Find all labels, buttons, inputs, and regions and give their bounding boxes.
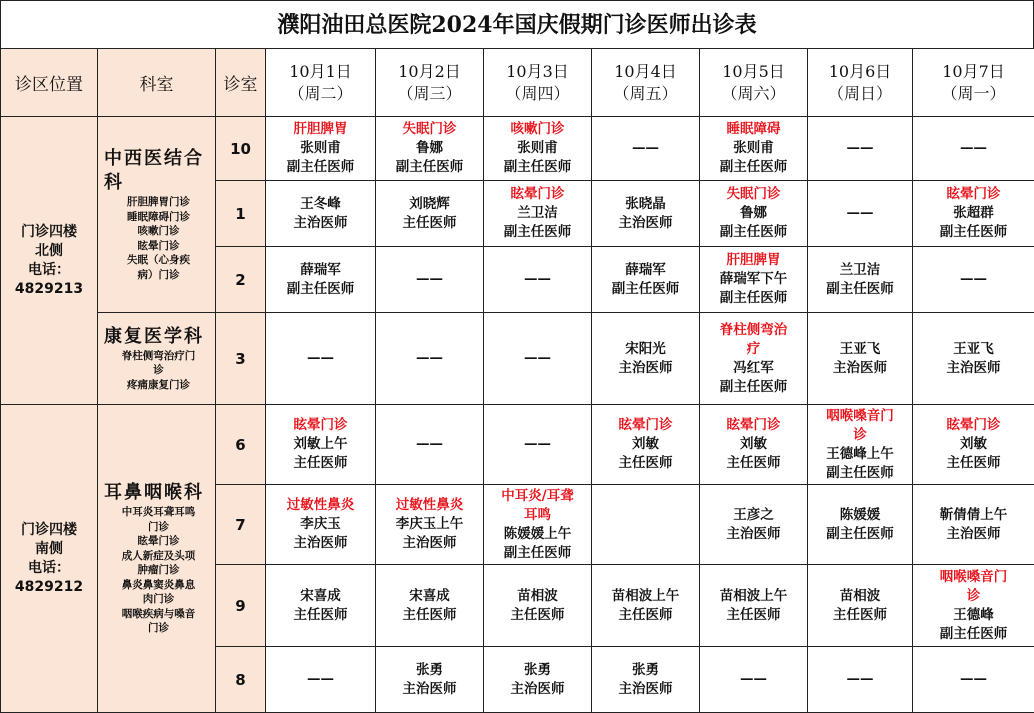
clinic-name: 咳嗽门诊 [137,225,180,237]
doctor-name: 刘敏 [740,436,767,452]
schedule-cell [592,647,700,713]
schedule-cell [484,565,592,647]
doctor-name: 李庆玉 [300,516,341,532]
doctor-title: 主任医师 [293,455,348,471]
doctor-title: 主治医师 [618,214,673,231]
schedule-cell [376,247,484,313]
doctor-name: 冯红军 [733,359,774,376]
doctor-name: 薛瑞军 [300,261,341,278]
schedule-cell [700,247,808,313]
schedule-cell [808,117,913,181]
schedule-cell [592,181,700,247]
header-room: 诊室 [216,49,266,117]
location-line: 门诊四楼 [21,223,77,240]
schedule-cell [592,117,700,181]
clinic-type-cont: 诊 [966,587,981,604]
schedule-cell [913,181,1034,247]
clinic-name: 睡眠障碍门诊 [127,210,190,223]
doctor-title: 副主任医师 [826,280,894,297]
clinic-name: 鼻炎鼻窦炎鼻息 [121,578,196,591]
doctor-name: 宋喜成 [300,587,341,604]
clinic-type: 中耳炎/耳聋 [501,487,574,504]
header-date: 10月2日 （周三） [376,49,484,117]
schedule-cell [592,485,700,565]
doctor-title: 主治医师 [618,359,673,376]
location-cell [1,405,98,713]
doctor-name: 鲁娜 [416,140,443,156]
department-name: 康复医学科 [104,325,204,347]
doctor-title: 副主任医师 [286,159,355,175]
department-name: 耳鼻咽喉科 [104,482,204,504]
schedule-cell [700,313,808,405]
doctor-name: 张则甫 [733,140,774,156]
clinic-name: 肝胆脾胃门诊 [127,196,190,208]
location-line: 电话： [28,559,70,576]
doctor-title: 主任医师 [510,606,565,623]
location-cell [1,117,98,405]
schedule-cell [913,485,1034,565]
doctor-title: 副主任医师 [503,544,572,561]
clinic-type: 脊柱侧弯治 [719,321,788,338]
doctor-name: 张则甫 [300,140,341,156]
doctor-title: 主任医师 [618,606,673,623]
doctor-title: 主任医师 [726,606,781,623]
clinic-type: 咽喉嗓音门 [939,568,1008,585]
no-clinic-dash: —— [846,671,874,687]
doctor-name: 兰卫洁 [839,261,881,278]
clinic-type: 咽喉嗓音门 [826,407,894,424]
header-location: 诊区位置 [1,49,98,117]
clinic-type: 失眠门诊 [726,186,781,202]
table-row [1,313,1034,405]
doctor-title: 主任医师 [726,455,781,471]
schedule-cell [592,405,700,485]
schedule-cell [484,247,592,313]
header-date: 10月3日 （周四） [484,49,592,117]
schedule-cell [266,485,376,565]
doctor-title: 副主任医师 [939,625,1008,642]
room-number: 3 [216,313,266,405]
doctor-title: 主治医师 [510,680,565,697]
doctor-title: 副主任医师 [719,224,788,240]
schedule-cell [484,117,592,181]
schedule-cell [808,565,913,647]
header-department: 科室 [98,49,216,117]
doctor-name: 薛瑞军 [625,261,666,278]
clinic-type: 肝胆脾胃 [293,121,348,137]
doctor-name: 刘敏上午 [293,436,348,452]
doctor-title: 主任医师 [402,214,457,231]
schedule-cell [266,181,376,247]
doctor-name: 兰卫洁 [517,205,558,221]
schedule-cell [266,405,376,485]
doctor-name: 苗相波上午 [719,587,788,604]
header-date: 10月7日 （周一） [913,49,1034,117]
doctor-title: 主治医师 [293,535,348,551]
schedule-cell [913,405,1034,485]
no-clinic-dash: —— [524,271,551,287]
header-date: 10月1日 （周二） [266,49,376,117]
location-line: 门诊四楼 [21,521,77,538]
schedule-cell [808,405,913,485]
schedule-cell [808,313,913,405]
clinic-name: 诊 [153,364,164,377]
schedule-cell [266,313,376,405]
clinic-type: 眩晕门诊 [726,417,781,433]
doctor-name: 王彦之 [733,506,774,523]
clinic-type-cont: 诊 [853,426,867,443]
clinic-type: 眩晕门诊 [510,186,565,202]
doctor-title: 副主任医师 [826,464,894,481]
doctor-name: 宋阳光 [625,340,666,357]
clinic-type: 失眠门诊 [402,121,457,137]
clinic-name: 咽喉疾病与嗓音 [121,607,196,620]
schedule-cell [700,485,808,565]
schedule-cell [592,247,700,313]
doctor-title: 主治医师 [618,680,673,697]
doctor-name: 王德峰上午 [826,445,894,462]
doctor-title: 副主任医师 [611,280,680,297]
schedule-cell [592,565,700,647]
doctor-name: 张勇 [524,661,551,678]
doctor-title: 副主任医师 [503,159,572,175]
doctor-name: 宋喜成 [409,587,450,604]
schedule-cell [808,647,913,713]
doctor-title: 主任医师 [618,455,673,471]
doctor-name: 张超群 [953,205,994,221]
schedule-cell [484,313,592,405]
clinic-name: 疼痛康复门诊 [127,378,190,391]
clinic-name: 病）门诊 [137,268,180,281]
schedule-cell [700,647,808,713]
clinic-name: 成人新症及头项 [121,549,196,562]
header-row [1,49,1034,117]
schedule-cell [376,565,484,647]
doctor-title: 副主任医师 [503,224,572,240]
schedule-cell [484,181,592,247]
doctor-title: 主治医师 [726,525,781,542]
schedule-cell [484,647,592,713]
doctor-name: 鲁娜 [740,205,767,221]
schedule-cell [266,565,376,647]
location-line: 北侧 [35,242,63,259]
doctor-title: 主治医师 [293,214,348,231]
doctor-title: 主任医师 [833,606,887,623]
clinic-type-cont: 耳鸣 [524,506,551,523]
no-clinic-dash: —— [524,350,551,366]
schedule-cell [376,117,484,181]
doctor-title: 副主任医师 [719,378,788,395]
doctor-title: 副主任医师 [939,224,1008,240]
doctor-title: 主治医师 [946,359,1001,376]
room-number: 10 [216,117,266,181]
schedule-cell [376,405,484,485]
schedule-cell [808,247,913,313]
schedule-cell [913,117,1034,181]
schedule-cell [913,647,1034,713]
no-clinic-dash: —— [740,671,767,687]
doctor-name: 刘敏 [632,436,659,452]
department-name: 中西医结合 [104,148,204,169]
doctor-title: 副主任医师 [826,525,894,542]
schedule-cell [266,247,376,313]
clinic-name: 肉门诊 [142,593,175,606]
department-cell [98,313,216,405]
room-number: 1 [216,181,266,247]
no-clinic-dash: —— [960,671,987,687]
doctor-title: 主治医师 [402,535,457,551]
department-cell [98,117,216,313]
clinic-type: 眩晕门诊 [946,417,1001,433]
schedule-cell [376,485,484,565]
location-line: 4829212 [14,578,84,595]
clinic-type-cont: 疗 [746,340,761,357]
no-clinic-dash: —— [960,140,987,156]
no-clinic-dash: —— [416,436,443,452]
clinic-type: 眩晕门诊 [618,417,673,433]
schedule-cell [700,565,808,647]
doctor-name: 陈媛媛 [839,506,881,523]
schedule-cell [376,647,484,713]
doctor-title: 主治医师 [833,359,887,376]
schedule-cell [913,313,1034,405]
schedule-cell [266,117,376,181]
doctor-name: 王亚飞 [953,340,994,357]
doctor-name: 苗相波 [517,587,558,604]
location-line: 南侧 [35,540,63,557]
clinic-type: 眩晕门诊 [946,186,1001,202]
clinic-type: 咳嗽门诊 [510,121,565,137]
clinic-name: 眩晕门诊 [137,239,180,252]
doctor-title: 主任医师 [293,606,348,623]
location-line: 电话： [28,261,70,278]
schedule-cell [913,247,1034,313]
doctor-name: 苗相波 [839,587,881,604]
room-number: 7 [216,485,266,565]
schedule-cell [700,405,808,485]
doctor-name: 薛瑞军下午 [719,271,788,287]
table-row [1,405,1034,485]
clinic-name: 脊柱侧弯治疗门 [121,349,196,362]
doctor-name: 张勇 [632,661,659,678]
no-clinic-dash: —— [307,350,334,366]
department-cell [98,405,216,713]
doctor-title: 副主任医师 [286,280,355,297]
department-name-cont: 科 [104,172,124,193]
schedule-cell [376,181,484,247]
clinic-name: 门诊 [148,622,169,635]
clinic-type: 眩晕门诊 [293,417,348,433]
no-clinic-dash: —— [632,140,659,156]
no-clinic-dash: —— [846,140,874,156]
doctor-name: 刘晓辉 [409,195,450,212]
doctor-name: 王冬峰 [300,195,341,212]
no-clinic-dash: —— [524,436,551,452]
room-number: 2 [216,247,266,313]
schedule-cell [913,565,1034,647]
schedule-cell [808,181,913,247]
doctor-name: 陈媛媛上午 [503,525,572,542]
clinic-name: 门诊 [148,520,169,533]
doctor-name: 张勇 [416,661,443,678]
room-number: 9 [216,565,266,647]
doctor-title: 副主任医师 [719,159,788,175]
doctor-title: 副主任医师 [719,290,788,306]
schedule-cell [592,313,700,405]
schedule-cell [484,485,592,565]
header-date: 10月5日 （周六） [700,49,808,117]
clinic-name: 中耳炎耳聋耳鸣 [121,506,196,519]
clinic-type: 过敏性鼻炎 [395,497,464,513]
doctor-name: 苗相波上午 [611,587,680,604]
doctor-title: 主治医师 [402,680,457,697]
no-clinic-dash: —— [307,671,334,687]
page-title: 濮阳油田总医院2024年国庆假期门诊医师出诊表 [0,0,1034,48]
no-clinic-dash: —— [416,350,443,366]
schedule-table [0,48,1034,713]
doctor-name: 靳倩倩上午 [939,506,1008,523]
schedule-cell [266,647,376,713]
doctor-title: 副主任医师 [395,159,464,175]
no-clinic-dash: —— [846,205,874,221]
table-row [1,117,1034,181]
doctor-title: 主任医师 [946,455,1001,471]
location-line: 4829213 [14,280,84,297]
header-date: 10月6日 （周日） [808,49,913,117]
clinic-type: 肝胆脾胃 [726,252,781,268]
room-number: 8 [216,647,266,713]
clinic-name: 失眠（心身疾 [127,254,190,266]
doctor-name: 张晓晶 [625,195,666,212]
header-date: 10月4日 （周五） [592,49,700,117]
schedule-cell [700,181,808,247]
clinic-name: 肿瘤门诊 [137,564,180,577]
doctor-name: 张则甫 [517,140,558,156]
no-clinic-dash: —— [960,271,987,287]
doctor-name: 王德峰 [953,606,994,623]
schedule-cell [808,485,913,565]
doctor-title: 主治医师 [946,525,1001,542]
clinic-name: 眩晕门诊 [137,535,180,548]
no-clinic-dash: —— [416,271,443,287]
doctor-title: 主任医师 [402,606,457,623]
doctor-name: 刘敏 [960,436,987,452]
schedule-cell [700,117,808,181]
doctor-name: 王亚飞 [839,340,881,357]
clinic-type: 睡眠障碍 [726,121,781,137]
room-number: 6 [216,405,266,485]
clinic-type: 过敏性鼻炎 [286,497,355,513]
schedule-cell [376,313,484,405]
doctor-name: 李庆玉上午 [395,516,464,532]
schedule-cell [484,405,592,485]
